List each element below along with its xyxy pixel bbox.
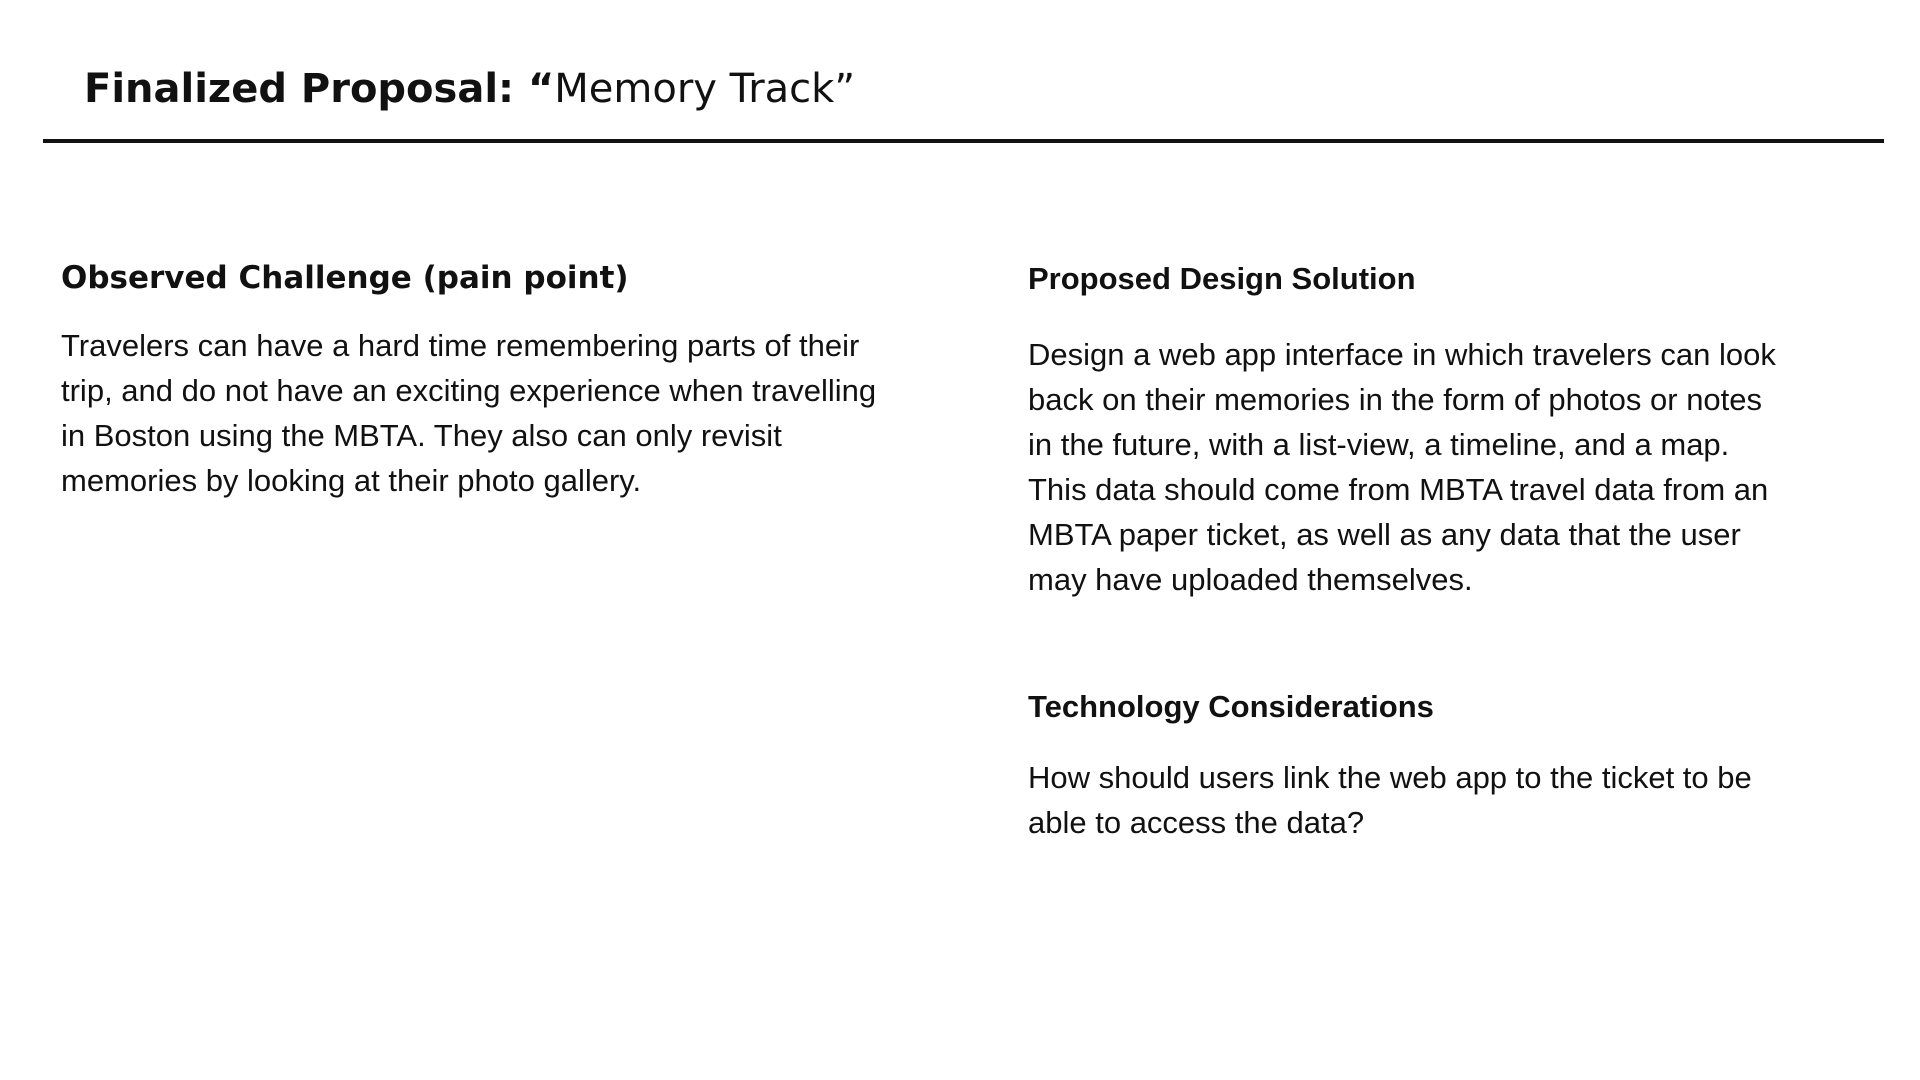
proposed-design-solution-line: may have uploaded themselves. <box>1028 562 1473 597</box>
proposed-design-solution-heading: Proposed Design Solution <box>1028 261 1416 296</box>
proposed-design-solution-line: MBTA paper ticket, as well as any data that the user <box>1028 517 1741 552</box>
technology-considerations-line: How should users link the web app to the ticket to be <box>1028 760 1752 795</box>
observed-challenge-line: memories by looking at their photo gallery. <box>61 463 642 498</box>
proposed-design-solution-line: Design a web app interface in which travelers can look <box>1028 337 1776 372</box>
proposed-design-solution-line: in the future, with a list-view, a timeline, and a map. <box>1028 427 1730 462</box>
technology-considerations-text <box>1028 755 1848 845</box>
observed-challenge-line: trip, and do not have an exciting experience when travelling <box>61 373 877 408</box>
slide-title-bold-part: Finalized Proposal: “ <box>84 66 555 112</box>
observed-challenge-line: Travelers can have a hard time remembering parts of their <box>61 328 860 363</box>
technology-considerations-heading: Technology Considerations <box>1028 689 1434 724</box>
observed-challenge-line: in Boston using the MBTA. They also can only revisit <box>61 418 782 453</box>
proposed-design-solution-line: This data should come from MBTA travel data from an <box>1028 472 1769 507</box>
slide-title <box>84 62 855 116</box>
technology-considerations-line: able to access the data? <box>1028 805 1365 840</box>
title-divider <box>43 139 1884 143</box>
observed-challenge-text <box>61 323 941 503</box>
proposed-design-solution-text <box>1028 332 1848 602</box>
observed-challenge-heading: Observed Challenge (pain point) <box>61 260 629 296</box>
proposed-design-solution-line: back on their memories in the form of photos or notes <box>1028 382 1763 417</box>
slide-title-regular-part: Memory Track” <box>554 66 856 112</box>
